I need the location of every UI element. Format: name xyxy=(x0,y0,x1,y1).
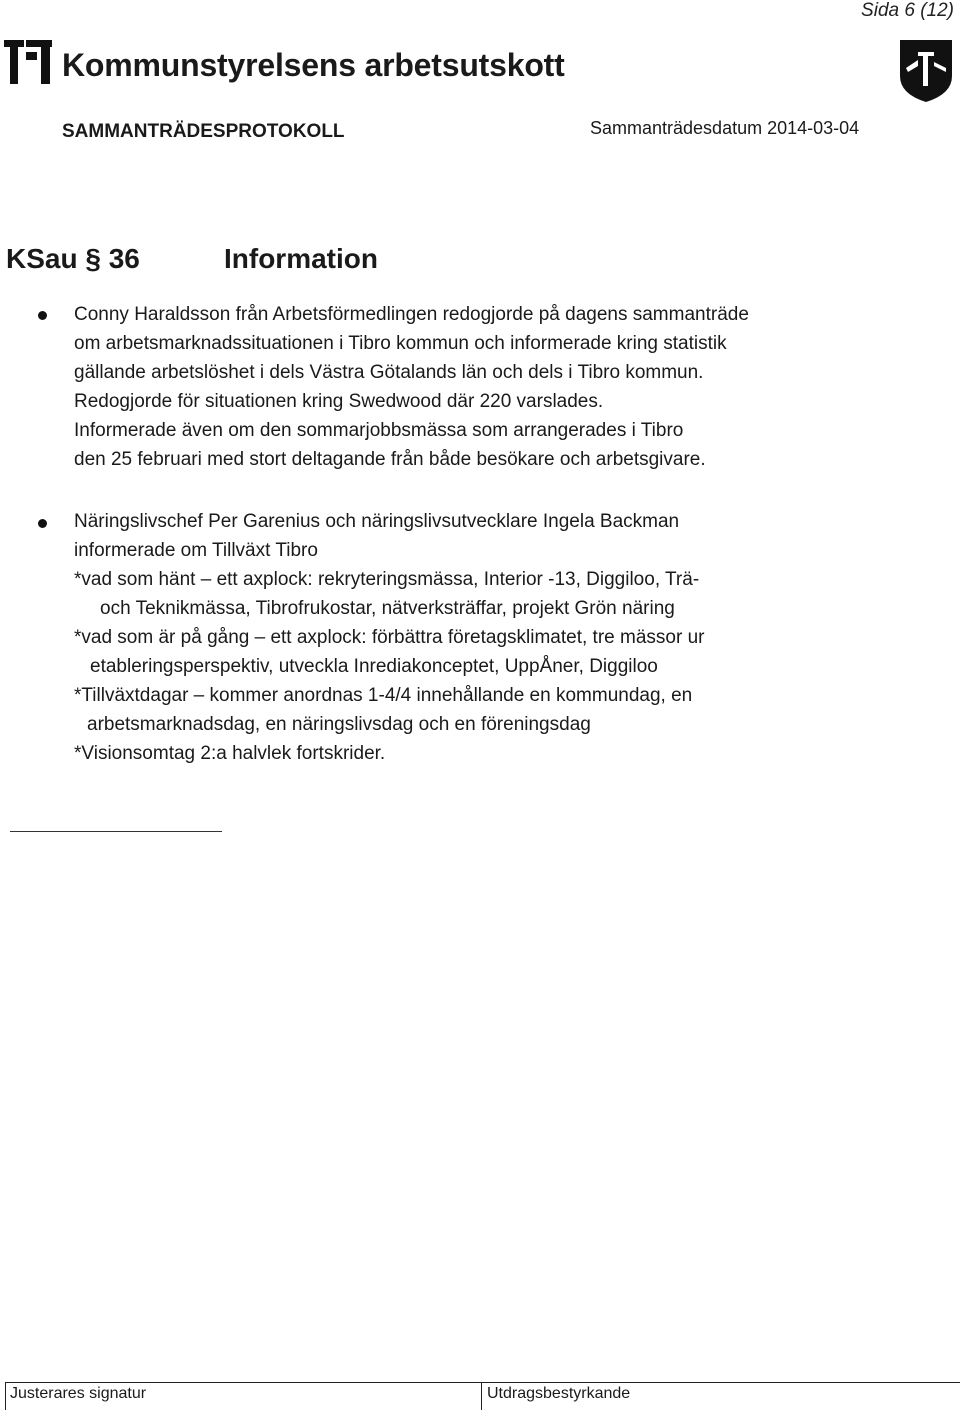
section-title: Information xyxy=(224,243,378,274)
bullet-icon xyxy=(38,311,47,320)
item-text-line: arbetsmarknadsdag, en näringslivsdag och en föreningsdag xyxy=(87,714,591,735)
information-list xyxy=(0,300,900,768)
item-text-line: etableringsperspektiv, utveckla Inrediakonceptet, UppÅner, Diggiloo xyxy=(90,656,658,677)
coat-of-arms-icon xyxy=(898,38,954,104)
tibro-logo-icon xyxy=(4,40,52,84)
item-text-line: den 25 februari med stort deltagande från både besökare och arbetsgivare. xyxy=(74,449,706,470)
signature-divider xyxy=(5,1382,6,1410)
item-text-line: Conny Haraldsson från Arbetsförmedlingen redogjorde på dagens sammanträde xyxy=(74,304,749,325)
item-text-line: *vad som är på gång – ett axplock: förbättra företagsklimatet, tre mässor ur xyxy=(74,627,705,648)
section-id: KSau § 36 xyxy=(6,243,140,274)
item-text-line: informerade om Tillväxt Tibro xyxy=(74,540,318,561)
item-text-line: Näringslivschef Per Garenius och näringslivsutvecklare Ingela Backman xyxy=(74,511,680,532)
signature-divider xyxy=(481,1382,482,1410)
item-text-line: *vad som hänt – ett axplock: rekryteringsmässa, Interior -13, Diggiloo, Trä- xyxy=(74,569,700,590)
footnote-rule xyxy=(10,831,222,832)
item-text-line: Redogjorde för situationen kring Swedwood där 220 varslades. xyxy=(74,391,604,412)
page-number: Sida 6 (12) xyxy=(861,0,954,21)
item-text-line: och Teknikmässa, Tibrofrukostar, nätverksträffar, projekt Grön näring xyxy=(100,598,675,619)
document-title: Kommunstyrelsens arbetsutskott xyxy=(62,47,565,83)
item-text-line: Informerade även om den sommarjobbsmässa som arrangerades i Tibro xyxy=(74,420,684,441)
list-item xyxy=(0,507,900,768)
list-item xyxy=(0,300,900,474)
item-text-line: *Tillväxtdagar – kommer anordnas 1-4/4 innehållande en kommundag, en xyxy=(74,685,693,706)
item-text-line: om arbetsmarknadssituationen i Tibro kommun och informerade kring statistik xyxy=(74,333,727,354)
signature-label: Justerares signatur xyxy=(10,1385,147,1402)
protocol-label: SAMMANTRÄDESPROTOKOLL xyxy=(62,121,345,142)
item-text-line: gällande arbetslöshet i dels Västra Götalands län och dels i Tibro kommun. xyxy=(74,362,704,383)
section-heading xyxy=(6,243,378,275)
meeting-date: Sammanträdesdatum 2014-03-04 xyxy=(590,118,860,138)
signature-rule xyxy=(5,1382,960,1383)
item-text-line: *Visionsomtag 2:a halvlek fortskrider. xyxy=(74,743,386,764)
extract-label: Utdragsbestyrkande xyxy=(487,1385,631,1402)
bullet-icon xyxy=(38,519,47,528)
